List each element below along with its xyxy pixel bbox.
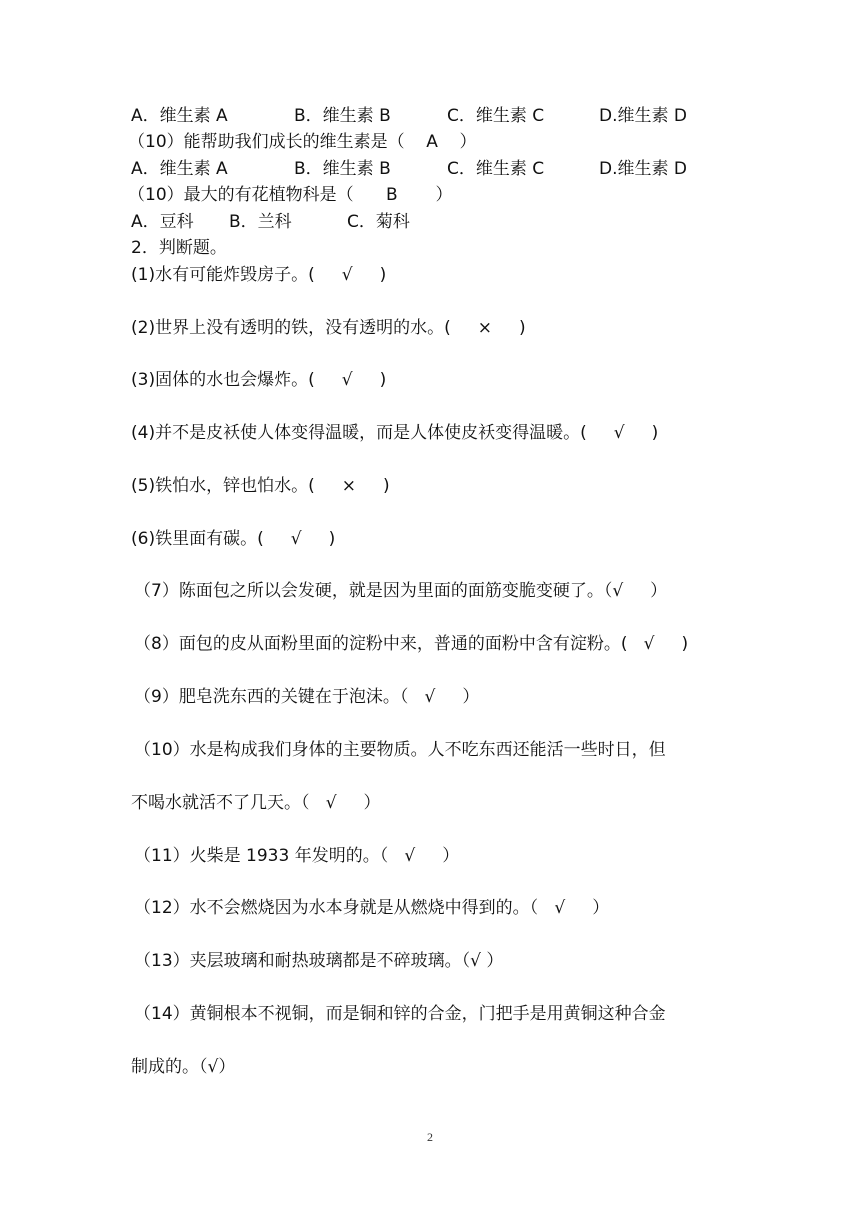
- mc-options-row: [131, 105, 687, 127]
- option-c: C．菊科: [347, 212, 410, 232]
- judgment-item: (4)并不是皮袄使人体变得温暖，而是人体使皮袄变得温暖。( √ ): [131, 423, 659, 443]
- option-b: B．维生素 B: [294, 106, 391, 126]
- question-text: （10）最大的有花植物科是（ B ）: [128, 185, 453, 205]
- judgment-item: （13）夹层玻璃和耐热玻璃都是不碎玻璃。（√ ）: [134, 951, 504, 971]
- judgment-item: （9）肥皂洗东西的关键在于泡沫。（ √ ）: [134, 687, 480, 707]
- mc-options-row: [131, 211, 410, 233]
- judgment-item: （7）陈面包之所以会发硬，就是因为里面的面筋变脆变硬了。（√ ）: [134, 581, 668, 601]
- judgment-item: (5)铁怕水，锌也怕水。( × ): [131, 476, 390, 496]
- judgment-item: (3)固体的水也会爆炸。( √ ): [131, 370, 387, 390]
- option-a: A．维生素 A: [131, 159, 228, 179]
- option-d: D.维生素 D: [599, 106, 687, 126]
- judgment-item: （12）水不会燃烧因为水本身就是从燃烧中得到的。（ √ ）: [134, 898, 610, 918]
- judgment-item-continued: 制成的。（√）: [131, 1057, 236, 1077]
- judgment-item: （14）黄铜根本不视铜，而是铜和锌的合金，门把手是用黄铜这种合金: [134, 1004, 666, 1024]
- option-a: A．维生素 A: [131, 106, 228, 126]
- judgment-item: （11）火柴是 1933 年发明的。（ √ ）: [134, 846, 460, 866]
- option-c: C．维生素 C: [447, 106, 545, 126]
- judgment-item: (2)世界上没有透明的铁，没有透明的水。( × ): [131, 318, 526, 338]
- page-number: 2: [427, 1130, 433, 1144]
- option-c: C．维生素 C: [447, 159, 545, 179]
- option-a: A．豆科: [131, 212, 194, 232]
- judgment-item-continued: 不喝水就活不了几天。（ √ ）: [131, 793, 381, 813]
- judgment-item: （10）水是构成我们身体的主要物质。人不吃东西还能活一些时日，但: [134, 740, 666, 760]
- option-d: D.维生素 D: [599, 159, 687, 179]
- option-b: B．维生素 B: [294, 159, 391, 179]
- judgment-item: (6)铁里面有碳。( √ ): [131, 529, 336, 549]
- judgment-item: (1)水有可能炸毁房子。( √ ): [131, 265, 387, 285]
- option-b: B．兰科: [229, 212, 292, 232]
- mc-options-row: [131, 158, 687, 180]
- judgment-item: （8）面包的皮从面粉里面的淀粉中来，普通的面粉中含有淀粉。( √ ): [134, 634, 689, 654]
- question-text: （10）能帮助我们成长的维生素是（ A ）: [128, 132, 477, 152]
- section-heading: 2．判断题。: [131, 238, 227, 258]
